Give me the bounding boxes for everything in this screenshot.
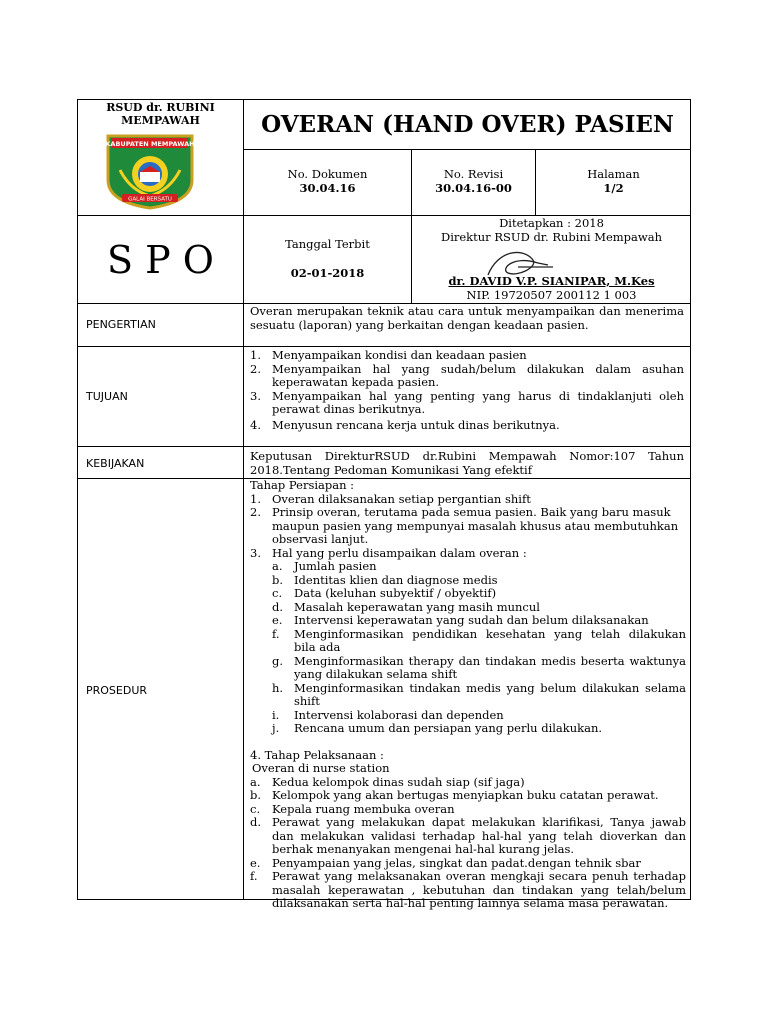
hal-list <box>250 560 686 736</box>
tujuan-list <box>250 349 684 432</box>
ditetapkan-text: Ditetapkan : 2018 <box>499 216 604 230</box>
direktur-name: dr. DAVID V.P. SIANIPAR, M.Kes <box>448 274 655 288</box>
prosedur-content <box>250 479 686 911</box>
list-item: d. Perawat yang melakukan dapat melakukan klarifikasi, Tanya jawab dan melakukan validasi terhadap hal-hal yang telah dioverkan dan berhak menanyakan mengenai hal-hal kurang jelas. <box>250 815 686 856</box>
halaman-value: 1/2 <box>603 181 624 195</box>
hospital-logo <box>100 130 200 210</box>
list-item: a. Kedua kelompok dinas sudah siap (sif jaga) <box>250 774 525 789</box>
column-divider <box>243 100 244 900</box>
list-item: 2. Prinsip overan, terutama pada semua pasien. Baik yang baru masuk maupun pasien yang mempunyai masalah khusus atau membutuhkan observasi lanjut. <box>250 505 679 546</box>
tanggal-terbit-value: 02-01-2018 <box>290 266 365 280</box>
no-revisi-label: No. Revisi <box>443 167 504 181</box>
no-dokumen-label: No. Dokumen <box>287 167 368 181</box>
no-revisi-value: 30.04.16-00 <box>435 181 512 195</box>
spo-document <box>77 99 691 910</box>
list-item: e. Penyampaian yang jelas, singkat dan padat.dengan tehnik sbar <box>250 855 641 870</box>
list-item: 3. Hal yang perlu disampaikan dalam overan : <box>250 545 527 560</box>
list-item: f. Menginformasikan pendidikan kesehatan yang telah dilakukan bila ada <box>272 626 686 654</box>
halaman-label: Halaman <box>587 167 640 181</box>
list-item: c. Kepala ruang membuka overan <box>250 801 455 816</box>
logo-motto-text: GALAI BERSATU <box>128 196 172 203</box>
list-item: 3. Menyampaikan hal yang penting yang harus di tindaklanjuti oleh perawat dinas berikutnya. <box>250 388 684 416</box>
kebijakan-label: KEBIJAKAN <box>86 457 145 470</box>
list-item: b. Kelompok yang akan bertugas menyiapkan buku catatan perawat. <box>250 788 659 802</box>
list-item: e. Intervensi keperawatan yang sudah dan belum dilaksanakan <box>272 613 649 627</box>
list-item: g. Menginformasikan therapy dan tindakan medis beserta waktunya yang dilakukan selama shift <box>272 653 686 681</box>
pelaksanaan-list <box>250 776 686 911</box>
list-item: h. Menginformasikan tindakan medis yang belum dilakukan selama shift <box>272 680 686 708</box>
list-item: f. Perawat yang melaksanakan overan mengkaji secara penuh terhadap masalah keperawatan , kebutuhan dan tindakan yang telah/belum dilaksanakan serta hal-hal penting lainnya selama masa perawatan. <box>250 869 686 910</box>
list-item: 1. Menyampaikan kondisi dan keadaan pasien <box>250 348 527 362</box>
list-item: 2. Menyampaikan hal yang sudah/belum dilakukan dalam asuhan keperawatan kepada pasien. <box>250 361 684 389</box>
pengertian-label: PENGERTIAN <box>86 318 156 331</box>
hospital-name: RSUD dr. RUBINI MEMPAWAH <box>106 101 215 127</box>
list-item: d. Masalah keperawatan yang masih muncul <box>272 599 540 614</box>
list-item: i. Intervensi kolaborasi dan dependen <box>272 707 504 722</box>
direktur-text: Direktur RSUD dr. Rubini Mempawah <box>440 230 662 244</box>
list-item: 1. Overan dilaksanakan setiap pergantian shift <box>250 491 531 506</box>
persiapan-title: Tahap Persiapan : <box>250 478 355 492</box>
pelaksanaan-title: 4. Tahap Pelaksanaan : <box>250 747 384 762</box>
list-item: a. Jumlah pasien <box>272 559 377 573</box>
list-item: c. Data (keluhan subyektif / obyektif) <box>272 586 497 600</box>
nip-text: NIP. 19720507 200112 1 003 <box>466 288 637 302</box>
list-item: b. Identitas klien dan diagnose medis <box>272 572 498 587</box>
prosedur-label: PROSEDUR <box>86 684 148 697</box>
nurse-station-text: Overan di nurse station <box>252 761 390 775</box>
tujuan-label: TUJUAN <box>86 390 128 403</box>
list-item: j. Rencana umum dan persiapan yang perlu dilakukan. <box>272 721 603 735</box>
row-divider <box>243 149 691 150</box>
row-divider <box>78 346 691 347</box>
no-dokumen-value: 30.04.16 <box>299 181 356 195</box>
spo-label: S P O <box>107 238 214 282</box>
page-title: OVERAN (HAND OVER) PASIEN <box>261 111 674 138</box>
pengertian-text: Overan merupakan teknik atau cara untuk menyampaikan dan menerima sesuatu (laporan) yang berkaitan dengan keadaan pasien. <box>250 304 684 332</box>
logo-banner-text: KABUPATEN MEMPAWAH <box>105 140 195 148</box>
list-item: 4. Menyusun rencana kerja untuk dinas berikutnya. <box>250 417 560 432</box>
kebijakan-text: Keputusan DirekturRSUD dr.Rubini Mempawah Nomor:107 Tahun 2018.Tentang Pedoman Komunikasi Yang efektif <box>250 449 684 477</box>
row-divider <box>78 446 691 447</box>
tanggal-terbit-label: Tanggal Terbit <box>285 237 370 251</box>
